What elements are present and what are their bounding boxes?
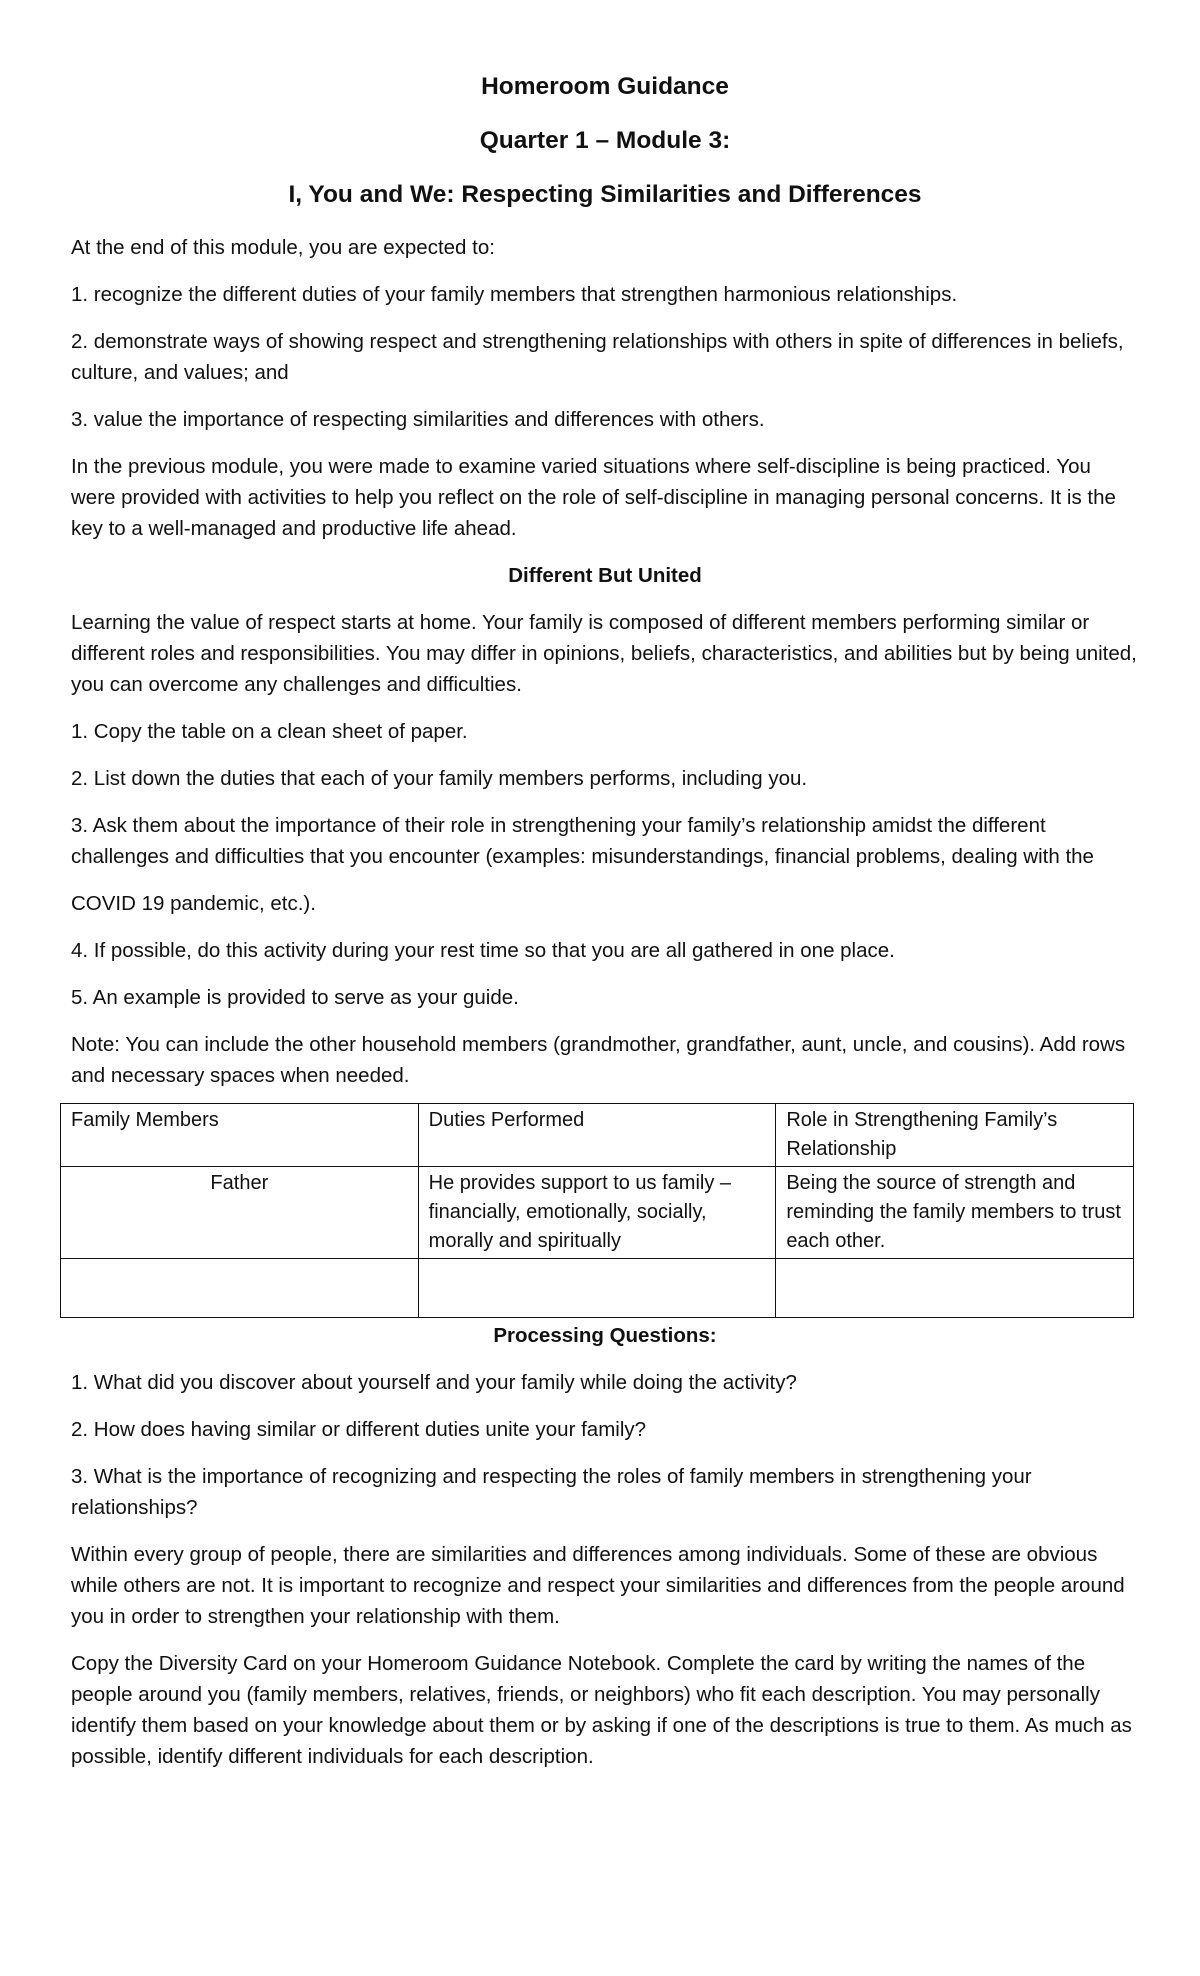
activity-step-2: 2. List down the duties that each of your family members performs, including you. <box>71 767 808 790</box>
table-header-row <box>61 1104 1134 1167</box>
table-header-cell: Role in Strengthening Family’s Relationship <box>776 1104 1134 1167</box>
activity-heading: Different But United <box>508 564 702 587</box>
table-row-empty <box>61 1259 1134 1318</box>
module-subtitle: I, You and We: Respecting Similarities and Differences <box>288 181 922 208</box>
activity-step-3-continued: COVID 19 pandemic, etc.). <box>71 892 316 915</box>
table-row <box>61 1167 1134 1259</box>
processing-question-2: 2. How does having similar or different duties unite your family? <box>71 1418 647 1441</box>
processing-question-3: 3. What is the importance of recognizing and respecting the roles of family members in strengthening your relationships? <box>71 1465 1032 1519</box>
activity-step-1: 1. Copy the table on a clean sheet of paper. <box>71 720 468 743</box>
previous-module-paragraph: In the previous module, you were made to examine varied situations where self-discipline is being practiced. You were provided with activities to help you reflect on the role of self-discipline in managing personal concerns. It is the key to a well-managed and productive life ahead. <box>71 455 1116 540</box>
table-header-cell: Duties Performed <box>418 1104 776 1167</box>
table-cell: He provides support to us family – financially, emotionally, socially, morally and spiritually <box>418 1167 776 1259</box>
similarities-paragraph: Within every group of people, there are similarities and differences among individuals. Some of these are obvious while others are not. It is important to recognize and respect your similarities and differences from the people around you in order to strengthen your relationship with them. <box>71 1543 1125 1628</box>
objectives-intro: At the end of this module, you are expected to: <box>71 236 495 259</box>
family-duties-table <box>60 1103 1134 1318</box>
processing-heading: Processing Questions: <box>493 1324 717 1347</box>
activity-step-5: 5. An example is provided to serve as your guide. <box>71 986 519 1009</box>
table-header-cell: Family Members <box>61 1104 419 1167</box>
processing-question-1: 1. What did you discover about yourself and your family while doing the activity? <box>71 1371 797 1394</box>
activity-note: Note: You can include the other household members (grandmother, grandfather, aunt, uncle, and cousins). Add rows and necessary spaces when needed. <box>71 1033 1126 1087</box>
activity-step-4: 4. If possible, do this activity during your rest time so that you are all gathered in one place. <box>71 939 895 962</box>
activity-step-3: 3. Ask them about the importance of their role in strengthening your family’s relationship amidst the different challenges and difficulties that you encounter (examples: misunderstandings, financial problems, dealing with the <box>71 814 1094 868</box>
diversity-card-paragraph: Copy the Diversity Card on your Homeroom Guidance Notebook. Complete the card by writing the names of the people around you (family members, relatives, friends, or neighbors) who fit each description. You may personally identify them based on your knowledge about them or by asking if one of the descriptions is true to them. As much as possible, identify different individuals for each description. <box>71 1652 1132 1768</box>
table-cell-empty <box>61 1259 419 1318</box>
objective-item-3: 3. value the importance of respecting similarities and differences with others. <box>71 408 765 431</box>
table-cell: Father <box>61 1167 419 1259</box>
document-title: Homeroom Guidance <box>481 73 729 100</box>
table-cell-empty <box>776 1259 1134 1318</box>
module-label: Quarter 1 – Module 3: <box>479 127 731 154</box>
activity-intro: Learning the value of respect starts at home. Your family is composed of different members performing similar or different roles and responsibilities. You may differ in opinions, beliefs, characteristics, and abilities but by being united, you can overcome any challenges and difficulties. <box>71 611 1137 696</box>
table-cell: Being the source of strength and reminding the family members to trust each other. <box>776 1167 1134 1259</box>
table-cell-empty <box>418 1259 776 1318</box>
objective-item-2: 2. demonstrate ways of showing respect and strengthening relationships with others in spite of differences in beliefs, culture, and values; and <box>71 330 1124 384</box>
objective-item-1: 1. recognize the different duties of your family members that strengthen harmonious relationships. <box>71 283 958 306</box>
document-page <box>71 70 1139 1788</box>
